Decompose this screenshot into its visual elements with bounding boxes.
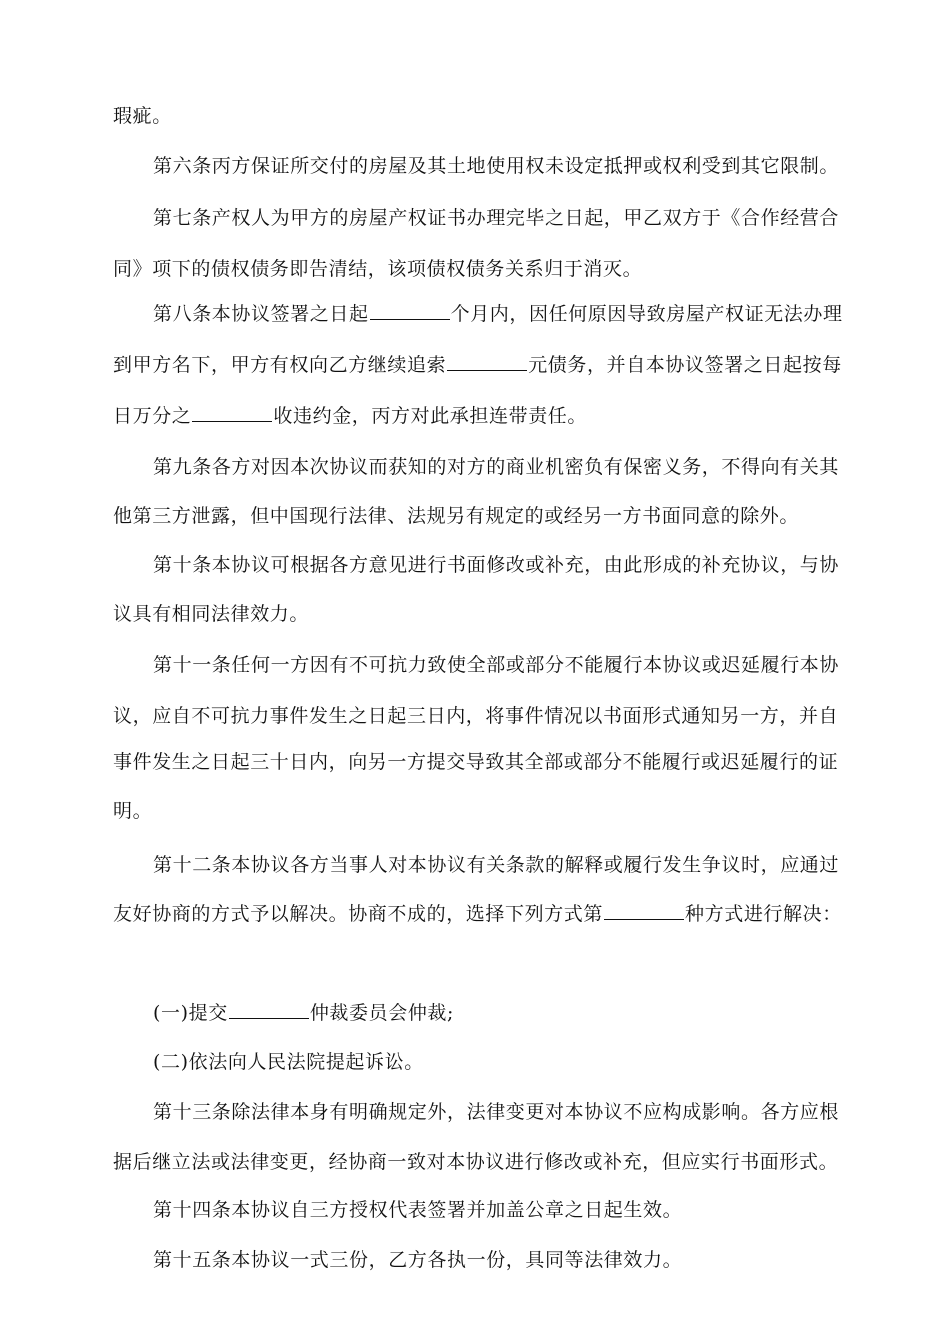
line-text: 第十三条除法律本身有明确规定外，法律变更对本协议不应构成影响。各方应根 xyxy=(153,1101,840,1123)
text-line xyxy=(113,749,838,775)
line-text: 议，应自不可抗力事件发生之日起三日内，将事件情况以书面形式通知另一方，并自 xyxy=(113,705,839,727)
line-text: 第九条各方对因本次协议而获知的对方的商业机密负有保密义务，不得向有关其 xyxy=(153,456,840,478)
fill-in-blank[interactable] xyxy=(604,901,684,920)
line-text: 第八条本协议签署之日起 xyxy=(153,303,369,325)
text-line xyxy=(113,703,838,729)
line-text: 个月内，因任何原因导致房屋产权证无法办理 xyxy=(450,303,843,325)
line-text: 友好协商的方式予以解决。协商不成的，选择下列方式第 xyxy=(113,903,604,925)
line-text: 瑕疵。 xyxy=(113,105,172,127)
line-text: 收违约金，丙方对此承担连带责任。 xyxy=(273,405,588,427)
line-text: 同》项下的债权债务即告清结，该项债权债务关系归于消灭。 xyxy=(113,258,643,280)
article-15 xyxy=(153,1247,838,1273)
article-9 xyxy=(153,454,838,480)
line-text: 第六条丙方保证所交付的房屋及其土地使用权未设定抵押或权利受到其它限制。 xyxy=(153,155,840,177)
line-text: (二)依法向人民法院提起诉讼。 xyxy=(153,1051,424,1073)
article-6 xyxy=(153,153,838,179)
line-text: 种方式进行解决： xyxy=(685,903,842,925)
fill-in-blank[interactable] xyxy=(447,352,527,371)
line-text: 议具有相同法律效力。 xyxy=(113,603,310,625)
article-7 xyxy=(153,205,838,231)
article-14 xyxy=(153,1197,838,1223)
line-text: 第十五条本协议一式三份，乙方各执一份，具同等法律效力。 xyxy=(153,1249,683,1271)
line-text: 元债务，并自本协议签署之日起按每 xyxy=(528,354,842,376)
fill-in-blank[interactable] xyxy=(370,301,450,320)
line-text: 到甲方名下，甲方有权向乙方继续追索 xyxy=(113,354,447,376)
line-text: 第十四条本协议自三方授权代表签署并加盖公章之日起生效。 xyxy=(153,1199,683,1221)
option-2 xyxy=(153,1049,838,1075)
text-line xyxy=(113,601,838,627)
line-text: 据后继立法或法律变更，经协商一致对本协议进行修改或补充，但应实行书面形式。 xyxy=(113,1151,839,1173)
line-text: 事件发生之日起三十日内，向另一方提交导致其全部或部分不能履行或迟延履行的证 xyxy=(113,751,839,773)
line-text: 第十一条任何一方因有不可抗力致使全部或部分不能履行本协议或迟延履行本协 xyxy=(153,654,840,676)
article-13 xyxy=(153,1099,838,1125)
line-text: (一)提交 xyxy=(153,1002,228,1024)
line-text: 仲裁委员会仲裁; xyxy=(309,1002,455,1024)
line-text: 明。 xyxy=(113,800,153,822)
article-10 xyxy=(153,552,838,578)
text-line xyxy=(113,503,838,529)
line-text: 他第三方泄露，但中国现行法律、法规另有规定的或经另一方书面同意的除外。 xyxy=(113,505,800,527)
text-line xyxy=(113,256,838,282)
text-line xyxy=(113,798,838,824)
option-1 xyxy=(153,1000,838,1026)
text-line xyxy=(113,403,838,429)
line-text: 第十二条本协议各方当事人对本协议有关条款的解释或履行发生争议时，应通过 xyxy=(153,854,840,876)
article-8 xyxy=(153,301,843,327)
article-11 xyxy=(153,652,838,678)
article-12 xyxy=(153,852,838,878)
line-text: 第十条本协议可根据各方意见进行书面修改或补充，由此形成的补充协议，与协 xyxy=(153,554,840,576)
fill-in-blank[interactable] xyxy=(192,403,272,422)
text-line xyxy=(113,901,842,927)
text-line xyxy=(113,103,838,129)
fill-in-blank[interactable] xyxy=(229,1000,309,1019)
text-line xyxy=(113,352,842,378)
text-line xyxy=(113,1149,838,1175)
line-text: 第七条产权人为甲方的房屋产权证书办理完毕之日起，甲乙双方于《合作经营合 xyxy=(153,207,840,229)
line-text: 日万分之 xyxy=(113,405,192,427)
